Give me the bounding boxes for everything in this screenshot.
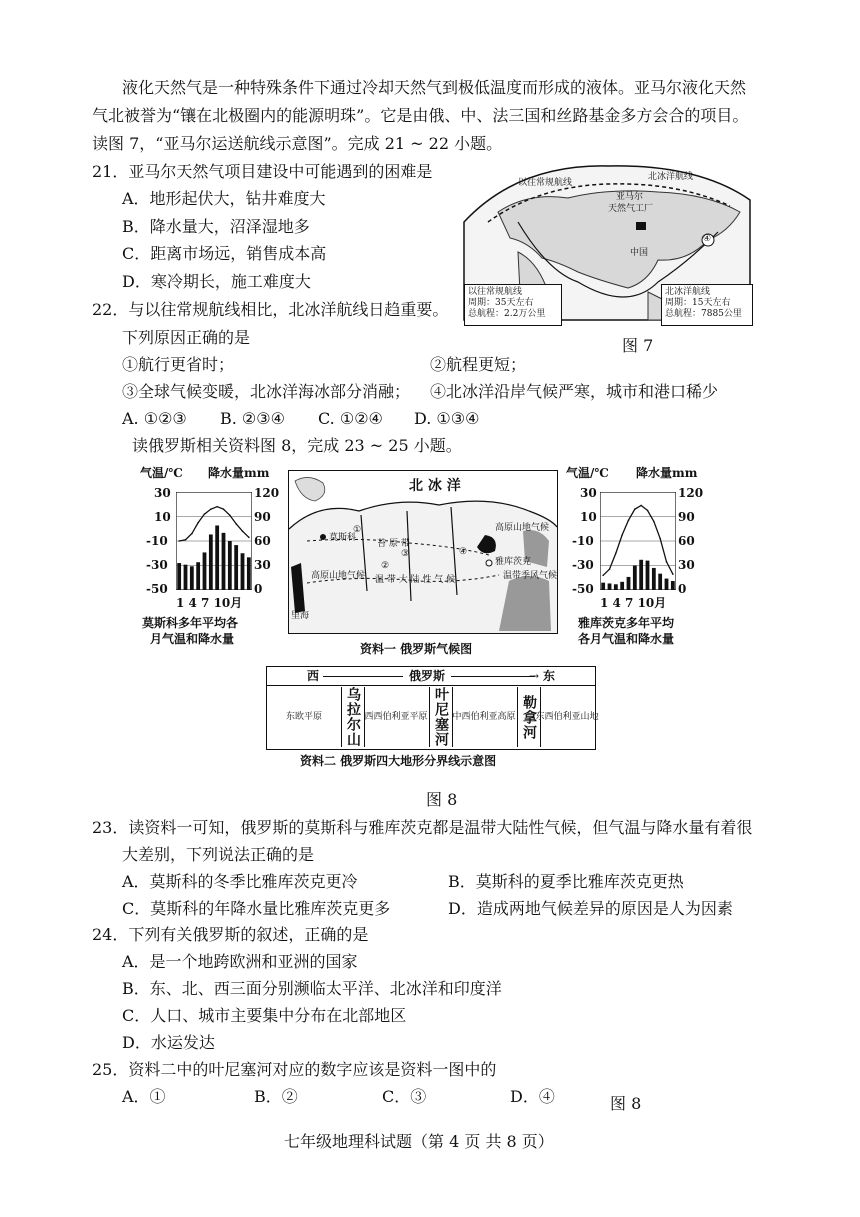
- temp-point-11: [666, 561, 668, 563]
- precip-bar-9: [228, 541, 232, 590]
- map-marker-1: ①: [353, 525, 362, 535]
- precip-bar-4: [620, 582, 624, 590]
- q22-choice-c[interactable]: C. ①②④: [318, 409, 383, 428]
- yakutsk-y-left-4: -50: [572, 582, 594, 596]
- figure-7-caption: 图 7: [622, 336, 654, 355]
- yakutsk-y-left-0: 30: [580, 486, 597, 500]
- temp-point-5: [204, 513, 206, 515]
- yakutsk-y-right-2: 60: [678, 534, 695, 548]
- q25-stem: 25．资料二中的叶尼塞河对应的数字应该是资料一图中的: [92, 1060, 497, 1079]
- q21-option-b[interactable]: B．降水量大，沼泽湿地多: [122, 217, 310, 236]
- yakutsk-climate-chart: [566, 466, 716, 656]
- q24-option-a[interactable]: A．是一个地跨欧洲和亚洲的国家: [122, 952, 358, 971]
- precip-bar-4: [196, 562, 200, 590]
- yakutsk-y-left-1: 10: [580, 510, 597, 524]
- yakutsk-label: 雅库茨克: [495, 557, 532, 567]
- q23-stem-1: 23．读资料一可知，俄罗斯的莫斯科与雅库茨克都是温带大陆性气候，但气温与降水量有着很: [92, 818, 753, 837]
- precip-bar-3: [190, 566, 194, 590]
- q25-choice-a[interactable]: A．①: [122, 1087, 166, 1106]
- temp-point-6: [634, 508, 636, 510]
- q22-choice-a[interactable]: A. ①②③: [122, 409, 187, 428]
- temp-point-4: [621, 534, 623, 536]
- q22-statement-4: ④北冰洋沿岸气候严寒，城市和港口稀少: [430, 382, 719, 401]
- temp-point-7: [216, 506, 218, 508]
- old-route-distance: 总航程：2.2万公里: [468, 309, 546, 319]
- moscow-y-left-4: -50: [146, 582, 168, 596]
- lena-river-label: 勒拿河: [521, 694, 537, 740]
- russia-label: 俄罗斯: [409, 669, 446, 683]
- precip-bar-10: [658, 574, 662, 590]
- terrain-east-siberian-mountains: 东西伯利亚山地: [535, 711, 599, 722]
- q21-option-a[interactable]: A．地形起伏大，钻井难度大: [122, 189, 326, 208]
- moscow-climate-plot: [176, 492, 252, 590]
- moscow-precip-unit: 降水量mm: [208, 466, 270, 480]
- terrain-central-siberian-plateau: 中西伯利亚高原: [452, 711, 516, 722]
- map-marker-3: ③: [401, 549, 410, 559]
- west-label: 西: [307, 669, 320, 683]
- moscow-y-right-2: 60: [254, 534, 271, 548]
- moscow-y-right-1: 90: [254, 510, 271, 524]
- q24-stem: 24．下列有关俄罗斯的叙述，正确的是: [92, 925, 369, 944]
- temp-point-12: [672, 573, 674, 575]
- tundra-label: 苔 原 带: [377, 539, 410, 549]
- mountain-climate-label: 高原山地气候: [311, 571, 366, 581]
- marker-4: ④: [703, 234, 712, 244]
- page-footer: 七年级地理科试题（第 4 页 共 8 页）: [284, 1132, 554, 1151]
- moscow-label: 莫斯科: [329, 533, 357, 543]
- ural-mountains-label: 乌拉尔山: [345, 687, 361, 747]
- old-route-label: 以往常规航线: [518, 178, 573, 188]
- temperature-line: [603, 505, 673, 575]
- precip-bar-10: [234, 545, 238, 590]
- temp-point-11: [242, 530, 244, 532]
- yakutsk-caption-1: 雅库茨克多年平均: [578, 616, 675, 630]
- terrain-direction-bar: 西 俄罗斯 → 东: [267, 667, 595, 686]
- figure-8-caption: 图 8: [426, 790, 458, 809]
- precip-bar-11: [241, 553, 245, 590]
- intro-line-2: 气北被誉为“镶在北极圈内的能源明珠”。它是由俄、中、法三国和丝路基金多方会合的项目。: [92, 106, 749, 125]
- yenisei-river-label: 叶尼塞河: [433, 687, 449, 747]
- precip-bar-3: [614, 584, 618, 590]
- temp-point-3: [615, 552, 617, 554]
- temperature-line: [179, 507, 249, 541]
- q23-option-c[interactable]: C．莫斯科的年降水量比雅库茨克更多: [122, 899, 391, 918]
- q25-figure-ref: 图 8: [610, 1094, 642, 1113]
- q22-statement-1: ①航行更省时；: [122, 355, 235, 374]
- arctic-route-info-box: [661, 284, 753, 326]
- precip-bar-1: [177, 563, 181, 590]
- highland-label: 高原山地气候: [495, 523, 550, 533]
- q21-stem: 21．亚马尔天然气项目建设中可能遇到的困难是: [92, 162, 433, 181]
- q22-statement-2: ②航程更短；: [430, 355, 527, 374]
- map-marker-4: ④: [459, 547, 468, 557]
- russia-climate-map: [288, 470, 558, 634]
- map-marker-2: ②: [381, 561, 390, 571]
- temp-point-8: [223, 508, 225, 510]
- q22-stem-1: 22．与以往常规航线相比，北冰洋航线日趋重要。: [92, 300, 449, 319]
- temp-point-9: [653, 521, 655, 523]
- q24-option-c[interactable]: C．人口、城市主要集中分布在北部地区: [122, 1006, 407, 1025]
- q23-option-a[interactable]: A．莫斯科的冬季比雅库茨克更冷: [122, 872, 358, 891]
- moscow-temp-unit: 气温/℃: [140, 466, 183, 480]
- temp-point-12: [248, 537, 250, 539]
- terrain-caption: 资料二 俄罗斯四大地形分界线示意图: [300, 754, 497, 768]
- q25-choice-b[interactable]: B．②: [254, 1087, 298, 1106]
- old-route-info-box: [464, 284, 562, 326]
- temp-point-8: [647, 510, 649, 512]
- figure-8-intro: 读俄罗斯相关资料图 8，完成 23 ~ 25 小题。: [132, 436, 462, 455]
- q23-stem-2: 大差别，下列说法正确的是: [122, 845, 315, 864]
- moscow-y-right-4: 0: [254, 582, 263, 596]
- yakutsk-y-right-3: 30: [678, 558, 695, 572]
- temp-point-2: [609, 568, 611, 570]
- temp-point-1: [602, 575, 604, 577]
- moscow-y-left-2: -10: [146, 534, 168, 548]
- caspian-sea-label: 里海: [291, 611, 310, 621]
- precip-bar-6: [209, 534, 213, 590]
- yakutsk-climate-plot: [600, 492, 676, 590]
- q22-choice-d[interactable]: D. ①③④: [414, 409, 480, 428]
- precip-bar-5: [627, 577, 631, 590]
- ural-mountains-column: [341, 687, 365, 747]
- moscow-x-labels: 1 4 7 10月: [176, 596, 243, 610]
- precip-bar-8: [222, 533, 226, 590]
- precip-bar-5: [203, 552, 207, 590]
- figure-7-map: [458, 162, 756, 328]
- temp-point-7: [640, 505, 642, 507]
- q22-stem-2: 下列原因正确的是: [122, 328, 251, 347]
- yakutsk-precip-unit: 降水量mm: [636, 466, 698, 480]
- yakutsk-y-right-4: 0: [678, 582, 687, 596]
- precip-bar-7: [215, 525, 219, 590]
- russia-map-caption: 资料一 俄罗斯气候图: [360, 642, 473, 656]
- arctic-route-distance: 总航程：7885公里: [665, 309, 742, 319]
- q23-option-b[interactable]: B．莫斯科的夏季比雅库茨克更热: [448, 872, 684, 891]
- q24-option-b[interactable]: B．东、北、西三面分别濒临太平洋、北冰洋和印度洋: [122, 979, 502, 998]
- yakutsk-y-left-3: -30: [572, 558, 594, 572]
- precip-bar-2: [608, 583, 612, 590]
- east-label: 东: [543, 669, 556, 683]
- yakutsk-y-right-1: 90: [678, 510, 695, 524]
- terrain-west-siberian-plain: 西西伯利亚平原: [364, 711, 428, 722]
- arctic-route-title: 北冰洋航线: [665, 287, 711, 297]
- moscow-y-left-1: 10: [154, 510, 171, 524]
- q22-choice-b[interactable]: B. ②③④: [220, 409, 285, 428]
- q24-option-d[interactable]: D．水运发达: [122, 1033, 215, 1052]
- temperate-continental-label: 温 带 大 陆 性 气 候: [375, 575, 456, 585]
- yenisei-river-column: [429, 687, 453, 747]
- precip-bar-6: [633, 566, 637, 591]
- q21-option-d[interactable]: D．寒冷期长，施工难度大: [122, 272, 311, 291]
- precip-bar-12: [247, 557, 251, 590]
- temp-point-10: [659, 538, 661, 540]
- monsoon-label: 温带季风气候: [503, 571, 558, 581]
- temp-point-2: [185, 539, 187, 541]
- moscow-caption-1: 莫斯科多年平均各: [142, 616, 239, 630]
- temp-point-3: [191, 533, 193, 535]
- temp-point-9: [229, 514, 231, 516]
- intro-line-3: 读图 7，“亚马尔运送航线示意图”。完成 21 ~ 22 小题。: [92, 134, 503, 153]
- terrain-diagram: [266, 666, 599, 750]
- precip-bar-8: [646, 561, 650, 590]
- moscow-y-left-3: -30: [146, 558, 168, 572]
- precip-bar-7: [639, 560, 643, 590]
- temp-point-4: [197, 522, 199, 524]
- intro-line-1: 液化天然气是一种特殊条件下通过冷却天然气到极低温度而形成的液体。亚马尔液化天然: [122, 78, 747, 97]
- moscow-caption-2: 月气温和降水量: [150, 632, 235, 646]
- old-route-title: 以往常规航线: [468, 287, 523, 297]
- temp-point-6: [210, 508, 212, 510]
- arctic-route-label: 北冰洋航线: [648, 172, 694, 182]
- yamal-label: 亚马尔: [616, 192, 644, 202]
- arctic-route-period: 周期：15天左右: [665, 298, 731, 308]
- moscow-y-left-0: 30: [154, 486, 171, 500]
- arctic-ocean-label: 北 冰 洋: [409, 478, 461, 494]
- precip-bar-12: [671, 581, 675, 590]
- q23-option-d[interactable]: D．造成两地气候差异的原因是人为因素: [448, 899, 733, 918]
- q25-choice-d[interactable]: D．④: [510, 1087, 555, 1106]
- china-label: 中国: [630, 248, 649, 258]
- yakutsk-x-labels: 1 4 7 10月: [600, 596, 667, 610]
- precip-bar-2: [184, 565, 188, 590]
- yakutsk-y-left-2: -10: [572, 534, 594, 548]
- yakutsk-caption-2: 各月气温和降水量: [578, 632, 675, 646]
- yakutsk-temp-unit: 气温/℃: [566, 466, 609, 480]
- yamal-factory-label: 天然气工厂: [608, 204, 654, 214]
- precip-bar-9: [652, 568, 656, 590]
- precip-bar-11: [665, 579, 669, 590]
- moscow-y-right-3: 30: [254, 558, 271, 572]
- moscow-y-right-0: 120: [254, 486, 280, 500]
- temp-point-1: [178, 540, 180, 542]
- q25-choice-c[interactable]: C．③: [382, 1087, 427, 1106]
- temp-point-5: [628, 519, 630, 521]
- q21-option-c[interactable]: C．距离市场远，销售成本高: [122, 244, 327, 263]
- yakutsk-y-right-0: 120: [678, 486, 704, 500]
- precip-bar-1: [601, 583, 605, 590]
- moscow-climate-chart: [140, 466, 286, 656]
- old-route-period: 周期：35天左右: [468, 298, 534, 308]
- terrain-east-european-plain: 东欧平原: [285, 711, 322, 722]
- temp-point-10: [235, 523, 237, 525]
- q22-statement-3: ③全球气候变暖，北冰洋海冰部分消融；: [122, 382, 411, 401]
